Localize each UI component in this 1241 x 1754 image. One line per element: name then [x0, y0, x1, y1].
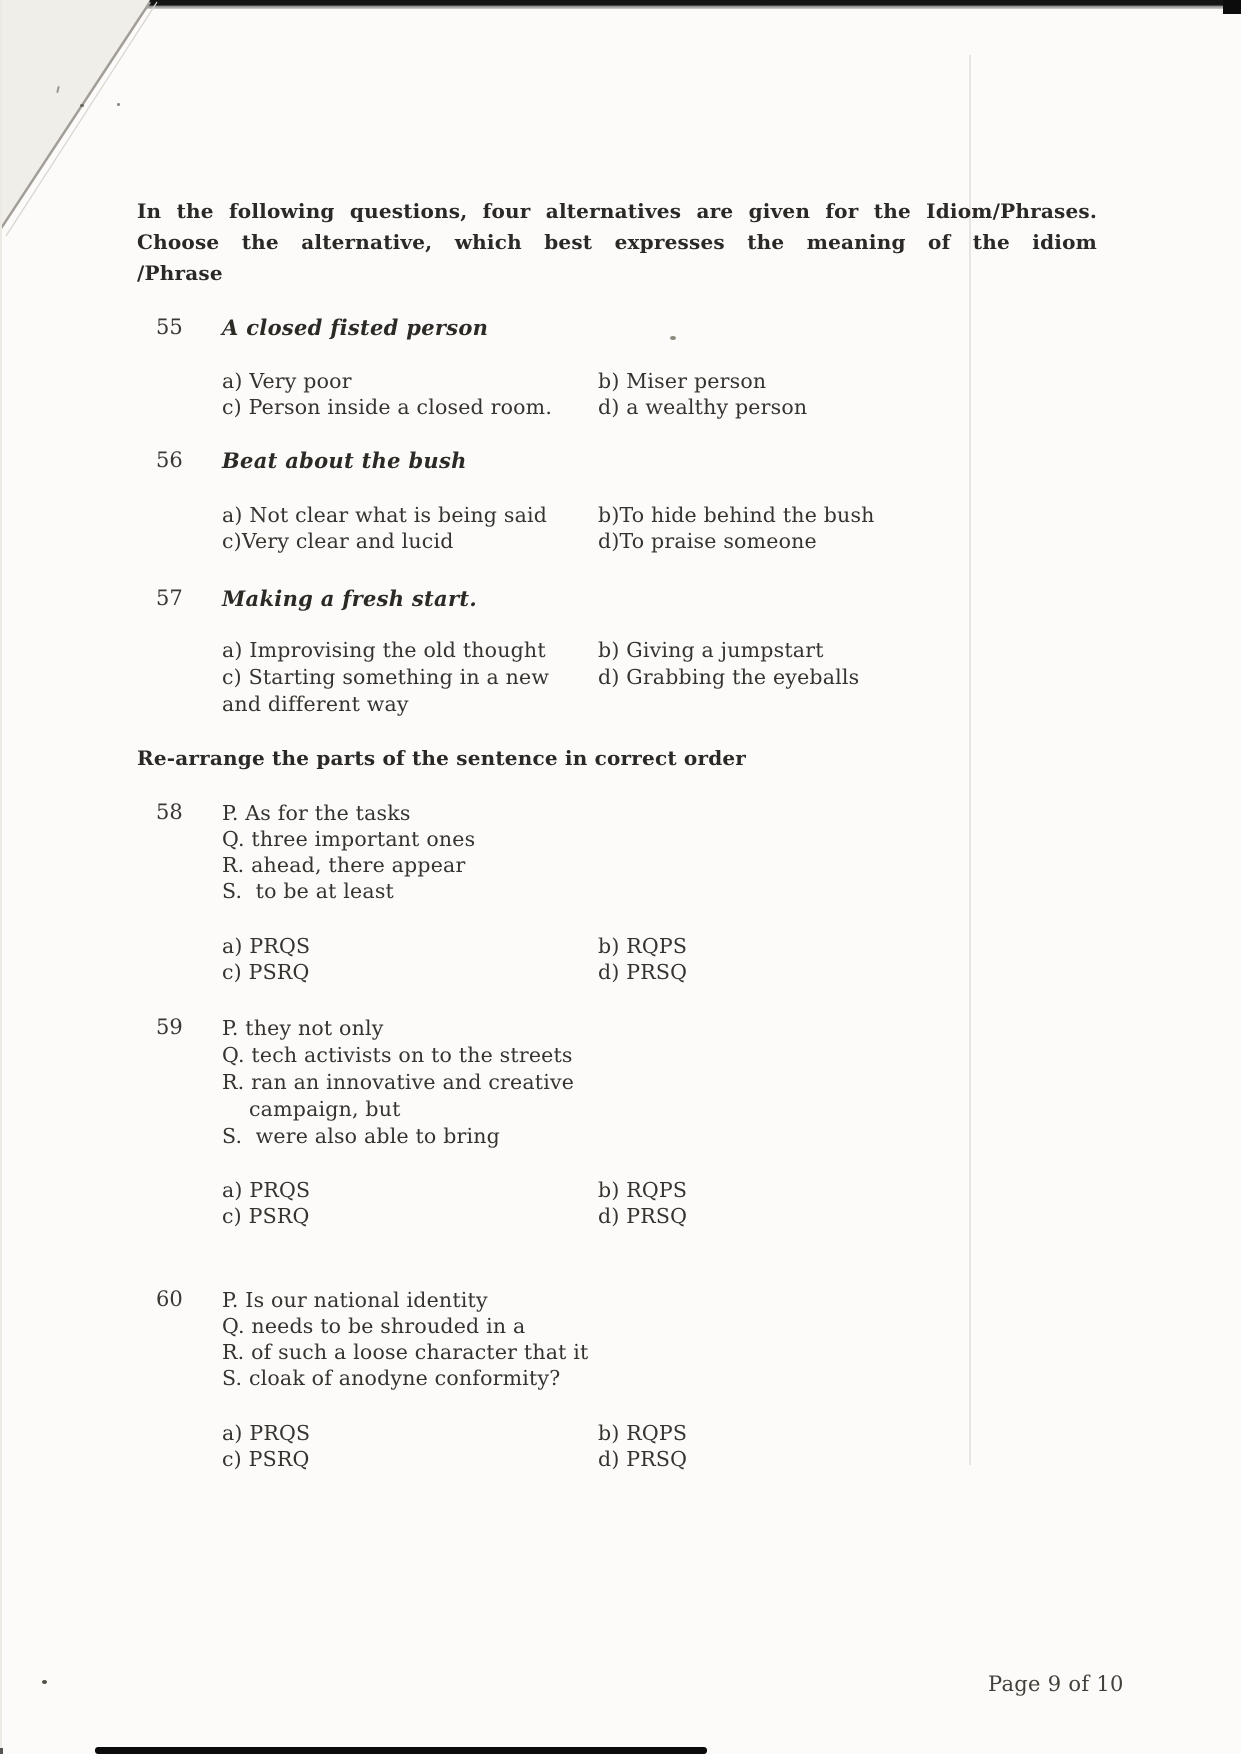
option-d: d) PRSQ: [598, 1204, 688, 1228]
instruction-line: /Phrase: [137, 261, 223, 285]
option-a: a) Very poor: [222, 369, 352, 393]
scan-speck: [80, 104, 84, 107]
option-d: d) Grabbing the eyeballs: [598, 665, 860, 689]
option-b: b) Miser person: [598, 369, 767, 393]
part-line: R. ahead, there appear: [222, 853, 466, 877]
scan-left-edge: [0, 0, 2, 1754]
option-b: b) Giving a jumpstart: [598, 638, 824, 662]
question-prompt: Beat about the bush: [222, 448, 467, 473]
part-line: S. to be at least: [222, 879, 394, 903]
option-c: c) Starting something in a new and different way: [222, 665, 550, 716]
question-options: [222, 1420, 988, 1472]
option-d: d) a wealthy person: [598, 395, 808, 419]
option-b: b) RQPS: [598, 1421, 688, 1445]
part-line: Q. tech activists on to the streets: [222, 1043, 573, 1067]
option-c: c) PSRQ: [222, 960, 310, 984]
part-line: R. of such a loose character that it: [222, 1340, 589, 1364]
section-instructions: [137, 196, 1097, 289]
question-number: 55: [156, 315, 183, 339]
question-prompt: Making a fresh start.: [222, 586, 477, 611]
scan-top-edge-bar: [146, 0, 1241, 9]
option-d: d) PRSQ: [598, 960, 688, 984]
scan-speck: [117, 103, 120, 106]
scan-speck: [42, 1680, 47, 1684]
scan-bottom-edge-bar: [95, 1747, 707, 1754]
question-options: [222, 637, 988, 718]
option-c: c) Person inside a closed room.: [222, 395, 553, 419]
part-line: P. they not only: [222, 1016, 384, 1040]
instruction-line: In the following questions, four alternatives are given for the Idiom/Phrases.: [137, 199, 1097, 223]
option-a: a) Improvising the old thought: [222, 638, 546, 662]
question-prompt: A closed fisted person: [222, 315, 489, 340]
part-line: P. As for the tasks: [222, 801, 411, 825]
option-a: a) Not clear what is being said: [222, 503, 548, 527]
question-number: 58: [156, 800, 183, 824]
option-d: d)To praise someone: [598, 529, 817, 553]
sentence-parts: [222, 800, 632, 904]
option-a: a) PRQS: [222, 1421, 311, 1445]
question-number: 60: [156, 1287, 183, 1311]
question-options: [222, 368, 988, 420]
question-number: 59: [156, 1015, 183, 1039]
part-line: R. ran an innovative and creative campaign, but: [222, 1070, 581, 1121]
part-line: Q. needs to be shrouded in a: [222, 1314, 526, 1338]
question-options: [222, 933, 988, 985]
sentence-parts: [222, 1287, 632, 1391]
scan-speck: [670, 336, 676, 340]
option-c: c) PSRQ: [222, 1204, 310, 1228]
question-options: [222, 1177, 988, 1229]
option-b: b) RQPS: [598, 1178, 688, 1202]
question-number: 57: [156, 586, 183, 610]
part-line: Q. three important ones: [222, 827, 476, 851]
option-a: a) PRQS: [222, 934, 311, 958]
option-b: b)To hide behind the bush: [598, 503, 875, 527]
scan-bottom-left-mark: [0, 1748, 3, 1754]
part-line: S. cloak of anodyne conformity?: [222, 1366, 561, 1390]
sentence-parts: [222, 1015, 632, 1150]
part-line: P. Is our national identity: [222, 1288, 488, 1312]
section-heading-rearrange: Re-arrange the parts of the sentence in correct order: [137, 746, 747, 770]
option-a: a) PRQS: [222, 1178, 311, 1202]
option-c: c) PSRQ: [222, 1447, 310, 1471]
page-footer: Page 9 of 10: [988, 1672, 1124, 1696]
option-b: b) RQPS: [598, 934, 688, 958]
question-options: [222, 502, 988, 554]
option-c: c)Very clear and lucid: [222, 529, 454, 553]
scan-top-right-mark: [1223, 0, 1241, 14]
option-d: d) PRSQ: [598, 1447, 688, 1471]
question-number: 56: [156, 448, 183, 472]
part-line: S. were also able to bring: [222, 1124, 500, 1148]
instruction-line: Choose the alternative, which best expresses the meaning of the idiom: [137, 230, 1097, 254]
